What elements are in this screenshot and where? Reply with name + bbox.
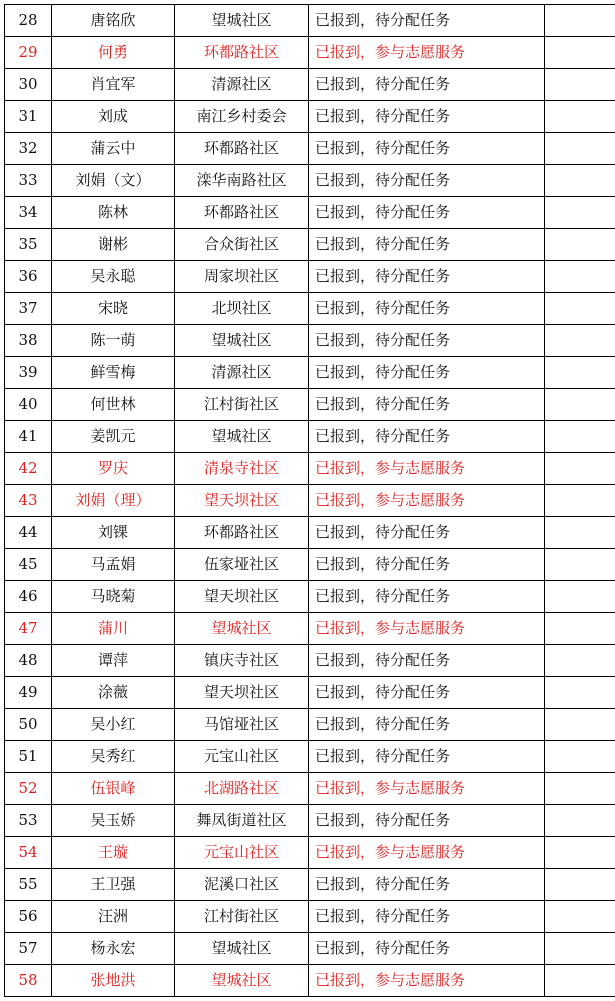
- community-cell: 望天坝社区: [175, 485, 309, 517]
- note-cell: [545, 709, 615, 741]
- note-cell: [545, 485, 615, 517]
- row-number-cell: 48: [5, 645, 52, 677]
- status-cell: 已报到，待分配任务: [309, 5, 545, 37]
- table-row: [5, 325, 615, 357]
- row-number-cell: 29: [5, 37, 52, 69]
- name-cell: 吴玉娇: [52, 805, 175, 837]
- community-cell: 清源社区: [175, 357, 309, 389]
- row-number-cell: 57: [5, 933, 52, 965]
- community-cell: 北湖路社区: [175, 773, 309, 805]
- table-row: [5, 645, 615, 677]
- volunteer-table: [4, 4, 615, 997]
- status-cell: 已报到，参与志愿服务: [309, 837, 545, 869]
- name-cell: 伍银峰: [52, 773, 175, 805]
- row-number-cell: 54: [5, 837, 52, 869]
- name-cell: 陈一萌: [52, 325, 175, 357]
- name-cell: 王卫强: [52, 869, 175, 901]
- status-cell: 已报到，待分配任务: [309, 165, 545, 197]
- name-cell: 马晓菊: [52, 581, 175, 613]
- status-cell: 已报到，待分配任务: [309, 677, 545, 709]
- note-cell: [545, 933, 615, 965]
- community-cell: 周家坝社区: [175, 261, 309, 293]
- name-cell: 姜凯元: [52, 421, 175, 453]
- table-row: [5, 5, 615, 37]
- table-row: [5, 261, 615, 293]
- row-number-cell: 50: [5, 709, 52, 741]
- row-number-cell: 52: [5, 773, 52, 805]
- status-cell: 已报到，待分配任务: [309, 293, 545, 325]
- status-cell: 已报到，待分配任务: [309, 741, 545, 773]
- name-cell: 汪洲: [52, 901, 175, 933]
- row-number-cell: 32: [5, 133, 52, 165]
- name-cell: 何世林: [52, 389, 175, 421]
- note-cell: [545, 901, 615, 933]
- community-cell: 元宝山社区: [175, 741, 309, 773]
- table-row: [5, 837, 615, 869]
- table-row: [5, 773, 615, 805]
- note-cell: [545, 773, 615, 805]
- table-row: [5, 389, 615, 421]
- note-cell: [545, 69, 615, 101]
- row-number-cell: 34: [5, 197, 52, 229]
- status-cell: 已报到，待分配任务: [309, 581, 545, 613]
- table-row: [5, 933, 615, 965]
- row-number-cell: 39: [5, 357, 52, 389]
- table-row: [5, 581, 615, 613]
- table-row: [5, 101, 615, 133]
- community-cell: 伍家垭社区: [175, 549, 309, 581]
- note-cell: [545, 581, 615, 613]
- name-cell: 谢彬: [52, 229, 175, 261]
- status-cell: 已报到，待分配任务: [309, 389, 545, 421]
- status-cell: 已报到，待分配任务: [309, 101, 545, 133]
- note-cell: [545, 613, 615, 645]
- note-cell: [545, 357, 615, 389]
- community-cell: 镇庆寺社区: [175, 645, 309, 677]
- row-number-cell: 28: [5, 5, 52, 37]
- row-number-cell: 37: [5, 293, 52, 325]
- table-row: [5, 453, 615, 485]
- name-cell: 刘娟（文）: [52, 165, 175, 197]
- row-number-cell: 36: [5, 261, 52, 293]
- community-cell: 舞凤街道社区: [175, 805, 309, 837]
- community-cell: 北坝社区: [175, 293, 309, 325]
- status-cell: 已报到，待分配任务: [309, 261, 545, 293]
- name-cell: 肖宜军: [52, 69, 175, 101]
- community-cell: 望天坝社区: [175, 581, 309, 613]
- name-cell: 涂薇: [52, 677, 175, 709]
- status-cell: 已报到，待分配任务: [309, 549, 545, 581]
- name-cell: 马孟娟: [52, 549, 175, 581]
- name-cell: 刘锞: [52, 517, 175, 549]
- community-cell: 南江乡村委会: [175, 101, 309, 133]
- name-cell: 张地洪: [52, 965, 175, 997]
- community-cell: 望城社区: [175, 613, 309, 645]
- status-cell: 已报到，待分配任务: [309, 357, 545, 389]
- table-row: [5, 709, 615, 741]
- note-cell: [545, 805, 615, 837]
- note-cell: [545, 741, 615, 773]
- name-cell: 吴永聪: [52, 261, 175, 293]
- table-row: [5, 805, 615, 837]
- name-cell: 蒲云中: [52, 133, 175, 165]
- note-cell: [545, 645, 615, 677]
- community-cell: 环都路社区: [175, 197, 309, 229]
- community-cell: 望城社区: [175, 933, 309, 965]
- row-number-cell: 58: [5, 965, 52, 997]
- table-row: [5, 869, 615, 901]
- table-row: [5, 421, 615, 453]
- name-cell: 罗庆: [52, 453, 175, 485]
- status-cell: 已报到，待分配任务: [309, 69, 545, 101]
- community-cell: 望城社区: [175, 965, 309, 997]
- table-row: [5, 677, 615, 709]
- note-cell: [545, 869, 615, 901]
- row-number-cell: 30: [5, 69, 52, 101]
- note-cell: [545, 37, 615, 69]
- status-cell: 已报到，参与志愿服务: [309, 613, 545, 645]
- note-cell: [545, 133, 615, 165]
- table-row: [5, 741, 615, 773]
- row-number-cell: 51: [5, 741, 52, 773]
- table-row: [5, 37, 615, 69]
- table-row: [5, 197, 615, 229]
- name-cell: 陈林: [52, 197, 175, 229]
- note-cell: [545, 325, 615, 357]
- name-cell: 吴秀红: [52, 741, 175, 773]
- name-cell: 吴小红: [52, 709, 175, 741]
- status-cell: 已报到，参与志愿服务: [309, 485, 545, 517]
- row-number-cell: 41: [5, 421, 52, 453]
- name-cell: 刘娟（理）: [52, 485, 175, 517]
- name-cell: 刘成: [52, 101, 175, 133]
- table-row: [5, 901, 615, 933]
- table-row: [5, 229, 615, 261]
- status-cell: 已报到，待分配任务: [309, 421, 545, 453]
- community-cell: 环都路社区: [175, 37, 309, 69]
- status-cell: 已报到，待分配任务: [309, 229, 545, 261]
- community-cell: 望城社区: [175, 421, 309, 453]
- status-cell: 已报到，参与志愿服务: [309, 965, 545, 997]
- table-row: [5, 517, 615, 549]
- status-cell: 已报到，待分配任务: [309, 869, 545, 901]
- community-cell: 泥溪口社区: [175, 869, 309, 901]
- status-cell: 已报到，待分配任务: [309, 517, 545, 549]
- community-cell: 环都路社区: [175, 517, 309, 549]
- name-cell: 唐铭欣: [52, 5, 175, 37]
- row-number-cell: 42: [5, 453, 52, 485]
- status-cell: 已报到，参与志愿服务: [309, 37, 545, 69]
- note-cell: [545, 261, 615, 293]
- status-cell: 已报到，待分配任务: [309, 805, 545, 837]
- name-cell: 谭萍: [52, 645, 175, 677]
- row-number-cell: 43: [5, 485, 52, 517]
- note-cell: [545, 453, 615, 485]
- table-row: [5, 133, 615, 165]
- status-cell: 已报到，参与志愿服务: [309, 773, 545, 805]
- name-cell: 何勇: [52, 37, 175, 69]
- note-cell: [545, 5, 615, 37]
- table-row: [5, 69, 615, 101]
- name-cell: 王璇: [52, 837, 175, 869]
- table-row: [5, 293, 615, 325]
- community-cell: 望天坝社区: [175, 677, 309, 709]
- name-cell: 鲜雪梅: [52, 357, 175, 389]
- row-number-cell: 31: [5, 101, 52, 133]
- community-cell: 江村街社区: [175, 901, 309, 933]
- note-cell: [545, 965, 615, 997]
- status-cell: 已报到，待分配任务: [309, 645, 545, 677]
- name-cell: 宋晓: [52, 293, 175, 325]
- community-cell: 马馆垭社区: [175, 709, 309, 741]
- row-number-cell: 44: [5, 517, 52, 549]
- status-cell: 已报到，待分配任务: [309, 933, 545, 965]
- table-row: [5, 357, 615, 389]
- note-cell: [545, 229, 615, 261]
- row-number-cell: 45: [5, 549, 52, 581]
- name-cell: 杨永宏: [52, 933, 175, 965]
- community-cell: 清泉寺社区: [175, 453, 309, 485]
- note-cell: [545, 101, 615, 133]
- community-cell: 合众街社区: [175, 229, 309, 261]
- table-row: [5, 613, 615, 645]
- community-cell: 元宝山社区: [175, 837, 309, 869]
- note-cell: [545, 293, 615, 325]
- row-number-cell: 53: [5, 805, 52, 837]
- table-body: [5, 5, 615, 997]
- status-cell: 已报到，待分配任务: [309, 197, 545, 229]
- row-number-cell: 56: [5, 901, 52, 933]
- community-cell: 清源社区: [175, 69, 309, 101]
- table-row: [5, 165, 615, 197]
- status-cell: 已报到，待分配任务: [309, 133, 545, 165]
- note-cell: [545, 517, 615, 549]
- community-cell: 环都路社区: [175, 133, 309, 165]
- status-cell: 已报到，待分配任务: [309, 709, 545, 741]
- status-cell: 已报到，待分配任务: [309, 325, 545, 357]
- row-number-cell: 38: [5, 325, 52, 357]
- row-number-cell: 46: [5, 581, 52, 613]
- note-cell: [545, 421, 615, 453]
- community-cell: 滦华南路社区: [175, 165, 309, 197]
- status-cell: 已报到，待分配任务: [309, 901, 545, 933]
- community-cell: 望城社区: [175, 5, 309, 37]
- row-number-cell: 40: [5, 389, 52, 421]
- note-cell: [545, 837, 615, 869]
- row-number-cell: 49: [5, 677, 52, 709]
- note-cell: [545, 197, 615, 229]
- row-number-cell: 55: [5, 869, 52, 901]
- table-row: [5, 965, 615, 997]
- row-number-cell: 35: [5, 229, 52, 261]
- row-number-cell: 47: [5, 613, 52, 645]
- table-row: [5, 549, 615, 581]
- note-cell: [545, 389, 615, 421]
- name-cell: 蒲川: [52, 613, 175, 645]
- status-cell: 已报到，参与志愿服务: [309, 453, 545, 485]
- row-number-cell: 33: [5, 165, 52, 197]
- community-cell: 望城社区: [175, 325, 309, 357]
- note-cell: [545, 165, 615, 197]
- community-cell: 江村街社区: [175, 389, 309, 421]
- note-cell: [545, 549, 615, 581]
- table-row: [5, 485, 615, 517]
- note-cell: [545, 677, 615, 709]
